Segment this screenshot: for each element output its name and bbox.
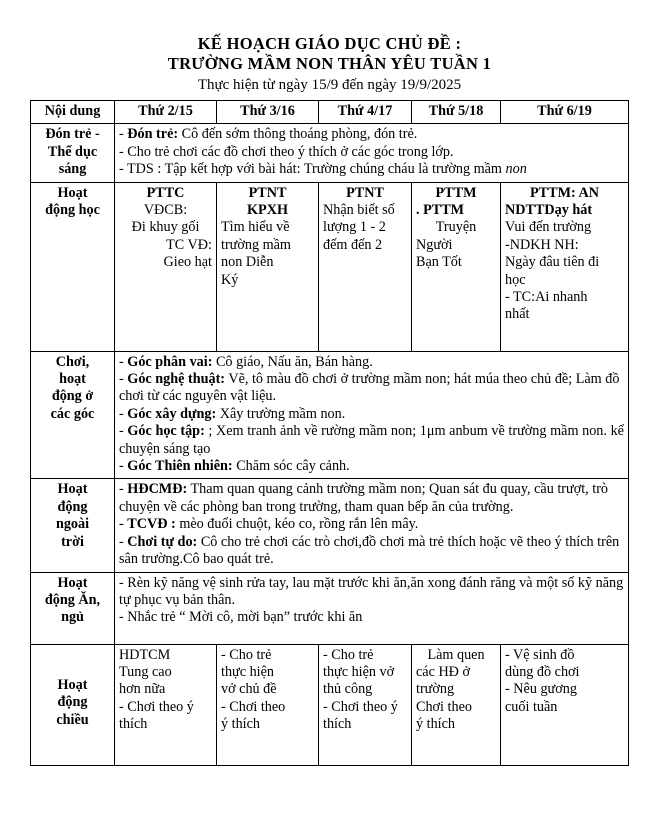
row-content-ngoai-troi <box>115 479 629 572</box>
plan-table-wrapper <box>0 96 659 766</box>
table-row-chieu <box>31 644 629 765</box>
goc-line-2: - Góc nghệ thuật: Vẽ, tô màu đồ chơi ở trường mầm non; hát múa theo chủ đề; Làm đồ chơi từ các nguyên vật liệu. <box>119 371 620 405</box>
table-row-an-ngu <box>31 572 629 644</box>
document-title-block <box>0 0 659 96</box>
cell-hoat-dong-hoc-thu-3: PTNT KPXH Tìm hiểu về trường mầm non Diễn Ký <box>217 182 319 351</box>
don-tre-line-2: - Cho trẻ chơi các đồ chơi theo ý thích ở các góc trong lớp. <box>119 143 454 160</box>
row-label-hoat-dong-hoc: Hoạt động học <box>31 182 115 351</box>
column-header-thu-5: Thứ 5/18 <box>412 101 501 124</box>
row-content-an-ngu <box>115 572 629 644</box>
table-row-hoat-dong-hoc <box>31 182 629 351</box>
goc-line-1: - Góc phân vai: Cô giáo, Nấu ăn, Bán hàng. <box>119 353 373 370</box>
cell-chieu-thu-3: - Cho trẻ thực hiện vở chủ đề - Chơi theo ý thích <box>217 644 319 765</box>
row-content-don-tre <box>115 124 629 182</box>
cell-hoat-dong-hoc-thu-4: PTNT Nhận biết số lượng 1 - 2 đếm đến 2 <box>319 182 412 351</box>
goc-line-3: - Góc xây dựng: Xây trường mầm non. <box>119 405 346 422</box>
row-label-ngoai-troi: Hoạt động ngoài trời <box>31 479 115 572</box>
cell-hoat-dong-hoc-thu-5: PTTM . PTTM Truyện Người Bạn Tốt <box>412 182 501 351</box>
cell-chieu-thu-2: HDTCM Tung cao hơn nữa - Chơi theo ý thích <box>115 644 217 765</box>
ngoai-troi-line-2: - TCVĐ : mèo đuổi chuột, kéo co, rồng rắn lên mây. <box>119 516 419 533</box>
cell-chieu-thu-6: - Vệ sinh đồ dùng đồ chơi - Nêu gương cuối tuần <box>501 644 629 765</box>
an-ngu-line-1: - Rèn kỹ năng vệ sinh rửa tay, lau mặt trước khi ăn,ăn xong đánh răng và một số kỹ năng tự phục vụ bản thân. <box>119 574 624 608</box>
cell-chieu-thu-5: Làm quen các HĐ ở trường Chơi theo ý thích <box>412 644 501 765</box>
column-header-thu-4: Thứ 4/17 <box>319 101 412 124</box>
cell-hoat-dong-hoc-thu-2: PTTC VĐCB: Đi khuy gối TC VĐ: Gieo hạt <box>115 182 217 351</box>
column-header-thu-6: Thứ 6/19 <box>501 101 629 124</box>
column-header-noi-dung: Nội dung <box>31 101 115 124</box>
row-label-don-tre: Đón trẻ - Thể dục sáng <box>31 124 115 182</box>
row-content-goc <box>115 351 629 479</box>
table-row-ngoai-troi <box>31 479 629 572</box>
document-title-line-2: TRƯỜNG MẦM NON THÂN YÊU TUẦN 1 <box>167 54 492 73</box>
document-title-line-1: KẾ HOẠCH GIÁO DỤC CHỦ ĐỀ : <box>197 34 462 53</box>
goc-line-4: - Góc học tập: ; Xem tranh ảnh về rường mầm non; 1μm anbum về trường mầm non. kể chuyện sáng tạo <box>119 423 624 457</box>
ngoai-troi-line-1: - HĐCMĐ: Tham quan quang cảnh trường mầm non; Quan sát đu quay, cầu trượt, trò chuyện về các phòng ban trong trường, tham quan bếp ăn của trường. <box>119 481 609 515</box>
table-header-row <box>31 101 629 124</box>
table-row-don-tre <box>31 124 629 182</box>
document-subtitle: Thực hiện từ ngày 15/9 đến ngày 19/9/2025 <box>197 77 462 93</box>
column-header-thu-2: Thứ 2/15 <box>115 101 217 124</box>
cell-chieu-thu-4: - Cho trẻ thực hiện vở thủ công - Chơi theo ý thích <box>319 644 412 765</box>
cell-hoat-dong-hoc-thu-6: PTTM: AN NDTTDạy hát Vui đến trường -NDKH NH: Ngày đâu tiên đi học - TC:Ai nhanh nhất <box>501 182 629 351</box>
don-tre-line-3: - TDS : Tập kết hợp với bài hát: Trường chúng cháu là trường mầm non <box>119 161 527 178</box>
weekly-plan-table <box>30 100 629 766</box>
row-label-an-ngu: Hoạt động Ăn, ngủ <box>31 572 115 644</box>
ngoai-troi-line-3: - Chơi tự do: Cô cho trẻ chơi các trò chơi,đồ chơi mà trẻ thích hoặc vẽ theo ý thích trên sân trường.Cô bao quát trẻ. <box>119 533 620 568</box>
don-tre-line-1: - Đón trẻ: Cô đến sớm thông thoáng phòng, đón trẻ. <box>119 126 418 143</box>
table-row-goc <box>31 351 629 479</box>
row-label-goc: Chơi, hoạt động ở các góc <box>31 351 115 479</box>
goc-line-5: - Góc Thiên nhiên: Chăm sóc cây cảnh. <box>119 458 350 475</box>
column-header-thu-3: Thứ 3/16 <box>217 101 319 124</box>
row-label-chieu: Hoạt động chiều <box>31 644 115 765</box>
an-ngu-line-2: - Nhắc trẻ “ Mời cô, mời bạn” trước khi ăn <box>119 609 363 626</box>
